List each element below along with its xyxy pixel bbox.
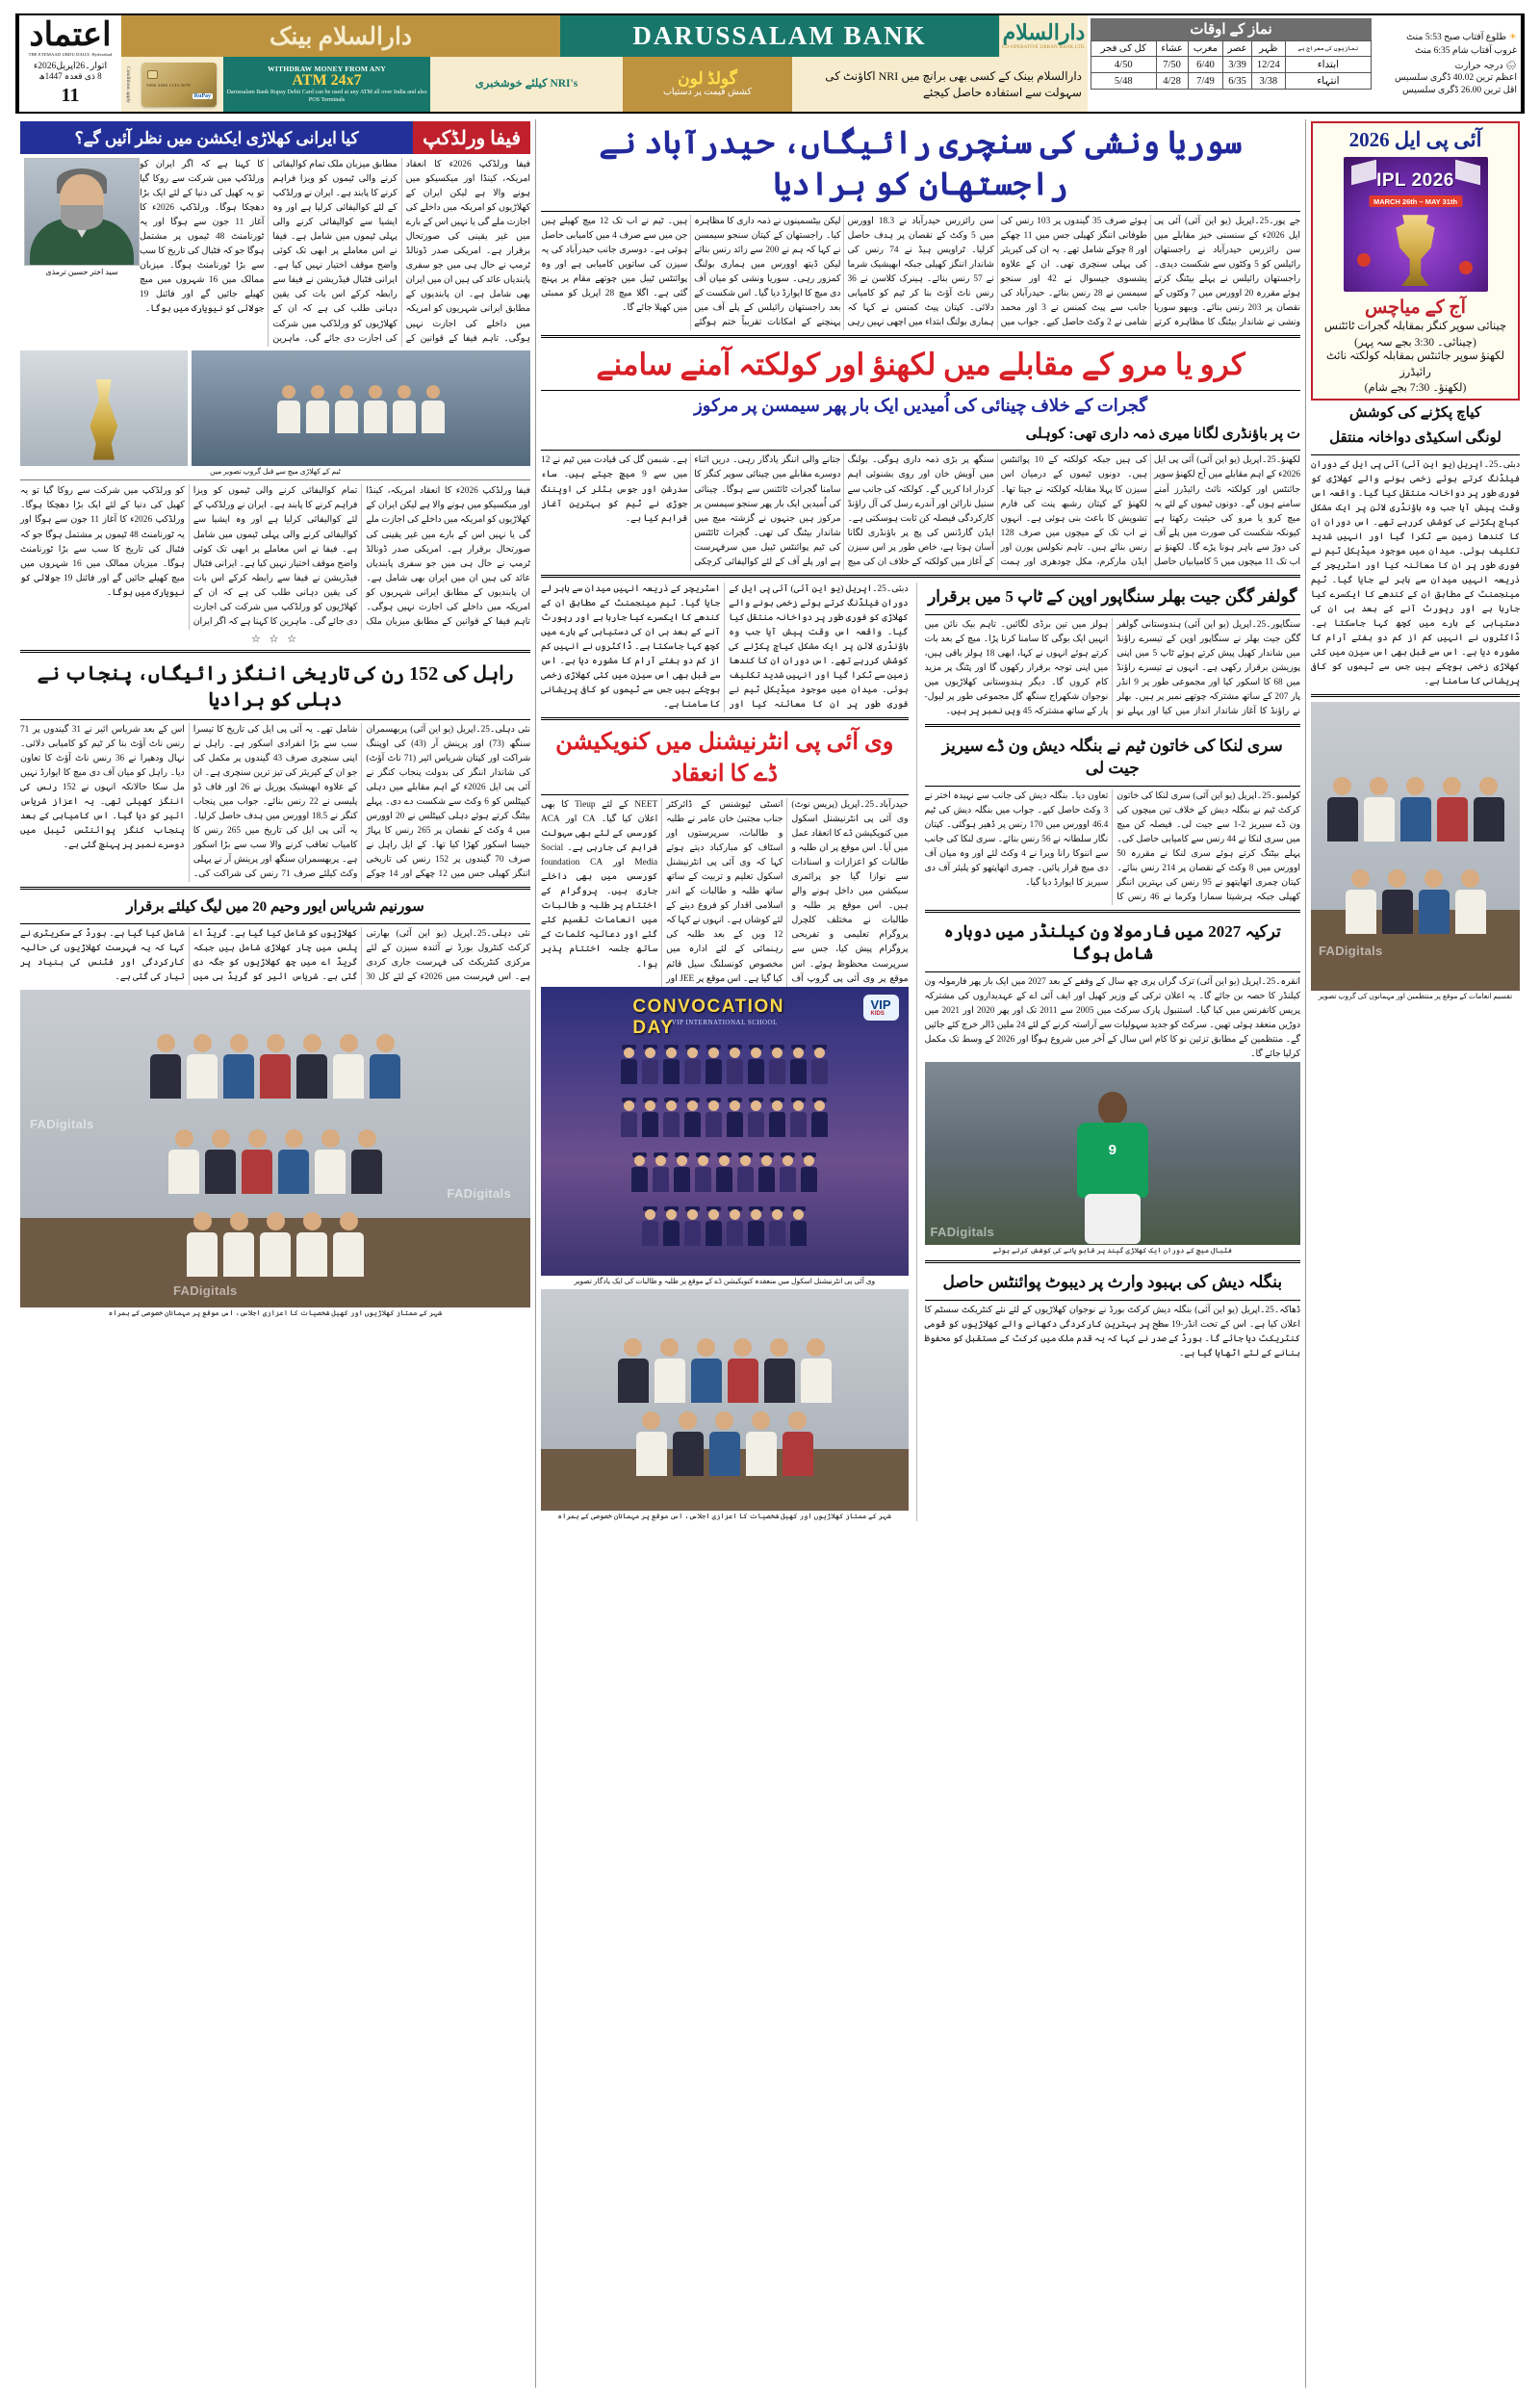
prayer-row-label-start: ابتداء bbox=[1285, 57, 1371, 73]
vip-kids-logo bbox=[863, 995, 899, 1021]
bank-name-urdu: دارالسلام بینک bbox=[121, 15, 560, 57]
bangladesh-story-body: ڈھاکہ۔25۔اپریل (یو این آئی) بنگلہ دیش کرکٹ بورڈ نے نوجوان کھلاڑیوں کے لئے نئے کنٹریکٹ سسٹم کا اعلان کیا ہے۔ اس کے تحت انڈر-19 سطح پر بہترین کارکردگی دکھانے والے کھلاڑیوں کو قومی کنٹریکٹ دیا جائے گا۔ بورڈ کے صدر نے کہا کہ یہ قدم ملک میں کرکٹ کے مستقبل کو محفوظ بنانے کے لئے اٹھایا گیا ہے۔ bbox=[924, 1306, 1301, 1359]
middle-left-stack bbox=[925, 582, 1300, 1521]
sidebar-group-photo bbox=[1311, 702, 1520, 991]
left-photo-caption: شہر کے ممتاز کھلاڑیوں اور کھیل شخصیات کا اعزازی اجلاس، اس موقع پر مہمانان خصوصی کے ہمراہ bbox=[108, 1307, 443, 1317]
ipl-poster-title: IPL 2026 bbox=[1376, 170, 1454, 192]
vip-story-stack bbox=[541, 582, 917, 1521]
prayer-row-label-end: انتہاء bbox=[1285, 73, 1371, 90]
ipl-today-box bbox=[1311, 121, 1520, 401]
card-number: 5086 3400 1234 5678 bbox=[146, 82, 191, 88]
ipl-poster-image bbox=[1344, 157, 1488, 292]
atm-promo-line3: Darussalam Bank Rupay Debit Card can be used at any ATM all over India and also POS Terminals bbox=[226, 89, 427, 104]
sunset-time: غروب آفتاب شام 6:35 منٹ bbox=[1414, 45, 1517, 56]
vip-filler-top: دبئی۔25۔اپریل (یو این آئی) آئی پی ایل کے دوران فیلڈنگ کرتے ہوئے زخمی ہونے والے کھلاڑی کو فوری طور پر دواخانہ منتقل کیا گیا۔ واقعہ اس وقت پیش آیا جب وہ باؤنڈری لائن پر ایک مشکل کیاچ پکڑنے کی کوشش کررہے تھے۔ اس دوران ان کا کندھا زمین سے ٹکرا گیا اور انہیں شدید تکلیف ہوئی۔ میدان میں موجود میڈیکل ٹیم نے فوری طور پر ان کا معائنہ کیا اور اسٹریچر کے ذریعہ انہیں میدان سے باہر لے جایا گیا۔ ٹیم مینجمنٹ کے مطابق ان کے کندھے کا ایکسرے کیا جارہا ہے اور رپورٹ آنے کے بعد ہی ان کی دستیابی کے بارے میں کچھ کہا جاسکتا ہے۔ ڈاکٹروں نے انہیں کم از کم دو ہفتے آرام کا مشورہ دیا ہے۔ اس سے قبل بھی اس سیزن میں کئی کھلاڑی زخمی ہوچکے ہیں جس سے ٹیموں کو کافی پریشانی کا سامنا ہے۔ bbox=[541, 583, 909, 711]
gold-loan-promo bbox=[623, 57, 792, 112]
bangladesh-story-headline: بنگلہ دیش کی بہبود وارث پر دیبوٹ پوائنٹس حاصل bbox=[942, 1273, 1283, 1292]
trophy-icon bbox=[1393, 215, 1439, 286]
debit-card-image bbox=[135, 57, 223, 112]
prayer-col-header-note: نمازیوں کی معراج ہے bbox=[1285, 41, 1371, 57]
bcci-story-body: نئی دہلی۔25۔اپریل (یو این آئی) بھارتی کرکٹ کنٹرول بورڈ نے آئندہ سیزن کے لئے مرکزی کنٹریکٹ کی فہرست جاری کردی ہے۔ اس فہرست میں 2026ء کے لئے کل 30 کھلاڑیوں کو شامل کیا گیا ہے۔ گریڈ اے پلس میں چار کھلاڑی شامل ہیں جبکہ گریڈ اے میں چھ کھلاڑیوں کو جگہ دی گئی ہے۔ شریاس ائیر کو گریڈ بی میں شامل کیا گیا ہے۔ بورڈ کے سکریٹری نے کہا کہ یہ فہرست کھلاڑیوں کی حالیہ کارکردگی اور فٹنس کی بنیاد پر تیار کی گئی ہے۔ bbox=[20, 928, 530, 982]
lead-story-body: جے پور۔25۔اپریل (یو این آئی) آئی پی ایل 2026ء کے سنسنی خیز مقابلے میں سن رائزرس حیدرآباد نے راجستھان رائیلس کو 5 وکٹوں سے شکست دیدی۔ راجستھان رائیلس نے پہلے بیٹنگ کرتے ہوئے مقررہ 20 اوورس میں 7 وکٹوں کے نقصان پر 203 رنس بنائے۔ ویبھو سوریا ونشی نے شاندار بیٹنگ کا مظاہرہ کرتے ہوئے صرف 35 گیندوں پر 103 رنس کی طوفانی اننگز کھیلی جس میں 11 چھکے اور 8 چوکے شامل تھے۔ یہ ان کی کیریئر کی پہلی سنچری تھی۔ ان کے علاوہ یشسوی جیسوال نے 42 اور سنجو سیمسن نے 28 رنس بنائے۔ حیدرآباد کی جانب سے پیٹ کمنس نے 3 اور محمد شامی نے 2 وکٹ حاصل کیے۔ جواب میں سن رائزرس حیدرآباد نے 18.3 اوورس میں 5 وکٹ کے نقصان پر ہدف حاصل کرلیا۔ ٹراویس ہیڈ نے 74 رنس کی شاندار اننگز کھیلی جبکہ ابھیشیک شرما نے 57 رنس بنائے۔ ہینرک کلاسن نے 36 رنس ناٹ آؤٹ بنا کر ٹیم کو کامیابی دلائی۔ کپتان پیٹ کمنس نے کہا کہ ہماری بولنگ ابتداء میں اچھی نہیں رہی لیکن بیٹسمینوں نے ذمہ داری کا مظاہرہ کیا۔ راجستھان کے کپتان سنجو سیمسن نے کہا کہ ہم نے 200 سے زائد رنس بنائے لیکن ڈیتھ اوورس میں ہماری بولنگ کمزور رہی۔ سوریا ونشی کو میان آف دی میچ کا ایوارڈ دیا گیا۔ اس شکست کے بعد راجستھان رائیلس کے پلے آف میں پہنچنے کے امکانات تقریباً ختم ہوگئے ہیں۔ ٹیم نے اب تک 12 میچ کھیلے ہیں جن میں سے صرف 4 میں کامیابی حاصل ہوئی ہے۔ دوسری جانب حیدرآباد کی یہ سیزن کی ساتویں کامیابی ہے اور وہ پوائنٹس ٹیبل میں چوتھے مقام پر پہنچ گئی ہے۔ اگلا میچ 28 اپریل کو ممبئی میں کھیلا جائے گا۔ bbox=[541, 216, 1300, 328]
masthead-logo-block bbox=[17, 15, 121, 112]
prayer-col-isha: عشاء bbox=[1156, 41, 1188, 57]
weather-block bbox=[1374, 15, 1521, 112]
page-content bbox=[15, 119, 1525, 2388]
temperature-min: اقل ترین 26.00 ڈگری سلسیس bbox=[1401, 86, 1517, 96]
temperature-max: اعظم ترین 40.02 ڈگری سلسیس bbox=[1394, 73, 1517, 83]
fifa-story-continued: فیفا ورلڈکپ 2026ء کا انعقاد امریکہ، کینڈا اور میکسیکو میں ہونے والا ہے لیکن ایران کے کھلاڑیوں کو امریکہ میں داخلے کی اجازت ملے گی یا نہیں اس کے بارے میں غیر یقینی کی صورتحال برقرار ہے۔ امریکی صدر ڈونالڈ ٹرمپ نے حال ہی میں جو سفری پابندیاں عائد کی ہیں ان میں ایران بھی شامل ہے۔ ان پابندیوں کے مطابق ایرانی شہریوں کو امریکہ میں داخلے کی اجازت نہیں ہوگی۔ تاہم فیفا کے قوانین کے مطابق میزبان ملک تمام کوالیفائی کرنے والی ٹیموں کو ویزا فراہم کرنے کا پابند ہے۔ ایران نے ورلڈکپ کے لئے کوالیفائی کرلیا ہے اور وہ ایشیا سے کوالیفائی کرنے والی پہلی ٹیموں میں شامل ہے۔ فیفا نے اس معاملے پر ابھی تک کوئی واضح موقف اختیار نہیں کیا ہے۔ ایرانی فٹبال فیڈریشن نے فیفا سے رابطہ کرکے اس بات کی یقین دہانی طلب کی ہے کہ ان کے کھلاڑیوں کو ورلڈکپ میں شرکت کی اجازت دی جائے گی۔ ماہرین کا کہنا ہے کہ اگر ایران کو ورلڈکپ میں شرکت سے روکا گیا تو یہ کھیل کی دنیا کے لئے ایک بڑا دھچکا ہوگا۔ ورلڈکپ 2026ء کا آغاز 11 جون سے ہوگا اور یہ ٹورنامنٹ 48 ٹیموں پر مشتمل ہوگا جو کہ فٹبال کی تاریخ کا سب سے بڑا ٹورنامنٹ ہوگا۔ میزبان ممالک میں 16 شہروں میں میچ کھیلے جائیں گے اور فائنل 19 جولائی کو نیویارک میں ہوگا۔ bbox=[20, 486, 530, 627]
golf-story-body: سنگاپور۔25۔اپریل (یو این آئی) ہندوستانی گولفر گگن جیت بھلر نے سنگاپور اوپن کے تیسرے راؤنڈ میں شاندار کھیل پیش کرتے ہوئے ٹاپ 5 میں اپنی پوزیشن برقرار رکھی ہے۔ انہوں نے تیسرے راؤنڈ میں 68 کا اسکور کیا اور مجموعی طور پر 9 انڈر پار 207 کے ساتھ مشترکہ چوتھے نمبر پر ہیں۔ بھلر نے راؤنڈ کا آغاز شاندار انداز میں کیا اور پہلے نو ہولز میں تین برڈی لگائیں۔ تاہم بیک نائن میں انہیں ایک بوگی کا سامنا کرنا پڑا۔ میچ کے بعد بات کرتے ہوئے انہوں نے کہا، ابھی 18 ہولز باقی ہیں، میں اپنی توجہ برقرار رکھوں گا اور پٹنگ پر مزید کام کروں گا۔ دیگر ہندوستانی کھلاڑیوں میں نوجوان شکھراج سنگھ گل مجموعی طور پر لیول-پار کے ساتھ مشترکہ 45 ویں نمبر پر ہیں۔ bbox=[924, 619, 1301, 717]
gold-loan-title: گولڈ لون bbox=[678, 68, 737, 88]
fifa-story-body: فیفا ورلڈکپ 2026ء کا انعقاد امریکہ، کینڈا اور میکسیکو میں ہونے والا ہے لیکن ایران کے کھلاڑیوں کو امریکہ میں داخلے کی اجازت ملے گی یا نہیں اس کے بارے میں غیر یقینی کی صورتحال برقرار ہے۔ امریکی صدر ڈونالڈ ٹرمپ نے حال ہی میں جو سفری پابندیاں عائد کی ہیں ان میں ایران بھی شامل ہے۔ ان پابندیوں کے مطابق ایرانی شہریوں کو امریکہ میں داخلے کی اجازت نہیں ہوگی۔ تاہم فیفا کے قوانین کے مطابق میزبان ملک تمام کوالیفائی کرنے والی ٹیموں کو ویزا فراہم کرنے کا پابند ہے۔ ایران نے ورلڈکپ کے لئے کوالیفائی کرلیا ہے اور وہ ایشیا سے کوالیفائی کرنے والی پہلی ٹیموں میں شامل ہے۔ فیفا نے اس معاملے پر ابھی تک کوئی واضح موقف اختیار نہیں کیا ہے۔ ایرانی فٹبال فیڈریشن نے فیفا سے رابطہ کرکے اس بات کی یقین دہانی طلب کی ہے کہ ان کے کھلاڑیوں کو ورلڈکپ میں شرکت کی اجازت دی جائے گی۔ ماہرین کا کہنا ہے کہ اگر ایران کو ورلڈکپ میں شرکت سے روکا گیا تو یہ کھیل کی دنیا کے لئے ایک بڑا دھچکا ہوگا۔ ورلڈکپ 2026ء کا آغاز 11 جون سے ہوگا اور یہ ٹورنامنٹ 48 ٹیموں پر مشتمل ہوگا جو کہ فٹبال کی تاریخ کا سب سے بڑا ٹورنامنٹ ہوگا۔ میزبان ممالک میں 16 شہروں میں میچ کھیلے جائیں گے اور فائنل 19 جولائی کو نیویارک میں ہوگا۔ bbox=[140, 160, 530, 344]
match-2-time: (لکھنؤ۔ 7:30 بجے شام) bbox=[1364, 382, 1467, 395]
f1-story-body: انقرہ۔25۔اپریل (یو این آئی) ترک گراں پری چھ سال کے وقفے کے بعد 2027 میں ایک بار پھر فارمولہ ون کیلنڈر کا حصہ بن جائے گا۔ یہ اعلان ترکی کے وزیر کھیل اور ایف آئی اے کے عہدیداروں کی مشترکہ پریس کانفرنس میں کیا گیا۔ استنبول پارک سرکٹ میں 2005 سے 2011 تک اور پھر 2020 اور 2021 میں دوڑیں منعقد ہوئی تھیں۔ سرکٹ کو جدید سہولیات سے آراستہ کرنے کے لئے 24 ملین ڈالر خرچ کئے جائیں گے۔ منتظمین کے مطابق تزئین نو کا کام اس سال کے آخر میں شروع ہوگا اور 2026 کے وسط تک مکمل کرلیا جائے گا۔ bbox=[924, 977, 1301, 1060]
watermark-football: FADigitals bbox=[930, 1225, 995, 1240]
golf-story-headline: گولفر گگن جیت بھلر سنگاپور اوپن کے ٹاپ 5 میں برقرار bbox=[928, 586, 1297, 606]
rain-icon: 🌧 bbox=[1504, 62, 1517, 71]
prayer-row-end bbox=[1091, 73, 1372, 90]
team-lineup-photo bbox=[192, 350, 530, 466]
fifa-banner bbox=[20, 121, 530, 154]
sidebar-photo-caption: تقسیم انعامات کے موقع پر منتظمین اور مہمانوں کی گروپ تصویر bbox=[1318, 992, 1513, 1001]
paper-logo-english: THE ETEMAAD URDU DAILY, Hyderabad bbox=[28, 52, 113, 58]
temperature-label bbox=[1378, 61, 1517, 71]
nri-promo-text: NRI's کیلئے خوشخبری bbox=[475, 78, 578, 91]
sun-icon: ☀ bbox=[1508, 33, 1517, 43]
bank-logo bbox=[999, 15, 1088, 57]
convocation-photo bbox=[541, 987, 909, 1276]
watermark-left-1: FADigitals bbox=[30, 1116, 94, 1131]
rahul-story-headline: راہل کی 152 رن کی تاریخی اننگز رائیگاں، پنجاب نے دہلی کو ہرادیا bbox=[37, 662, 514, 711]
vip-story-headline: وی آئی پی انٹرنیشنل میں کنویکیشن ڈے کا انعقاد bbox=[555, 730, 894, 787]
section-divider-stars: ☆ ☆ ☆ bbox=[250, 633, 300, 645]
ipl-box-title: آئی پی ایل 2026 bbox=[1348, 128, 1482, 151]
prayer-end-isha: 4/28 bbox=[1156, 73, 1188, 90]
football-photo-caption: فٹبال میچ کے دوران ایک کھلاڑی گیند پر قابو پانے کی کوشش کرتے ہوئے bbox=[992, 1246, 1232, 1255]
prayer-times-title: نماز کے اوقات bbox=[1091, 18, 1372, 40]
prayer-end-maghrib: 7/49 bbox=[1188, 73, 1223, 90]
watermark-left-3: FADigitals bbox=[173, 1282, 238, 1298]
prayer-weather-block bbox=[1088, 15, 1523, 112]
prayer-start-maghrib: 6/40 bbox=[1188, 57, 1223, 73]
atm-promo-line2: ATM 24x7 bbox=[292, 72, 362, 90]
conditions-apply-text: Conditions apply bbox=[121, 57, 135, 112]
football-photo: 9 FADigitals bbox=[925, 1062, 1300, 1245]
prayer-start-isha: 7/50 bbox=[1156, 57, 1188, 73]
paper-logo-urdu: اعتماد bbox=[29, 16, 112, 53]
lead-story-headline: سوریا ونشی کی سنچری رائیگاں، حیدرآباد نے راجستھان کو ہرادیا bbox=[599, 126, 1243, 202]
ipl-poster-dates: MARCH 26th – MAY 31th bbox=[1369, 195, 1462, 207]
second-story-subheadline: گجرات کے خلاف چینائی کی اُمیدیں ایک بار پھر سیمسن پر مرکوز bbox=[694, 396, 1147, 415]
watermark-left-2: FADigitals bbox=[447, 1186, 511, 1202]
second-story-headline: کرو یا مرو کے مقابلے میں لکھنؤ اور کولکتہ آمنے سامنے bbox=[596, 348, 1245, 382]
card-chip-icon bbox=[147, 70, 158, 79]
cricket-ball-icon-2 bbox=[1459, 261, 1473, 274]
catch-story-headline-1: کیاچ پکڑنے کی کوشش bbox=[1348, 405, 1482, 422]
bcci-story-headline: سورنیم شریاس ایور وحیم 20 میں لیگ کیلئے برقرار bbox=[126, 899, 424, 916]
kohli-quote-headline: ت پر باؤنڈری لگانا میری ذمہ داری تھی: کوہلی bbox=[1025, 427, 1300, 443]
srilanka-story-headline: سری لنکا کی خاتون ٹیم نے بنگلہ دیش ون ڈے سیریز جیت لی bbox=[941, 737, 1283, 778]
prayer-end-asr: 6/35 bbox=[1223, 73, 1252, 90]
atm-promo-line1: WITHDRAW MONEY FROM ANY bbox=[268, 65, 386, 74]
f1-story-headline: ترکیہ 2027 میں فارمولا ون کیلنڈر میں دوبارہ شامل ہوگا bbox=[943, 922, 1281, 964]
convocation-banner-title: CONVOCATION DAY bbox=[632, 996, 784, 1038]
columnist-name: سید اختر حسین ترمذی bbox=[45, 268, 118, 276]
vip-story-body: حیدرآباد۔25۔اپریل (پریس نوٹ) وی آئی پی انٹرنیشنل اسکول میں کنویکیشن ڈے کا انعقاد عمل میں آیا۔ اس موقع پر ان طلبہ و طالبات کو اعزازات و اسنادات سے نوازا گیا جو پرائمری سیکشن میں داخل ہونے والے ہیں۔ اس موقع پر طلبہ و طالبات نے مختلف کلچرل پروگرام تعلیمی و تفریحی پروگرام پیش کیا، جس سے سرپرست محظوظ ہوئے۔ اس موقع پر وی آئی پی گروپ آف انسٹی ٹیوشنس کے ڈائرکٹر جناب مجتبیٰ خان عامر نے طلبہ و طالبات، سرپرستوں اور اسٹاف کو مبارکباد دیتے ہوئے کہا کہ وی آئی پی انٹرنیشنل اسکول تعلیم و تربیت کے ساتھ ساتھ طلبہ و طالبات کے اندر اسلامی اقدار کو فروغ دینے کے لئے کوشاں ہے۔ انہوں نے کہا کہ 12 ویں کے بعد طلبہ کی رہنمائی کے لئے ادارہ میں مخصوص کونسلنگ سیل قائم کیا گیا ہے۔ اس موقع پر JEE اور NEET کے لئے Tieup کا بھی اعلان کیا گیا۔ CA اور ACA کورسس کے لئے بھی سہولت فراہم کی جارہی ہے۔ Social Media اور foundation CA کورسس میں بھی داخلے جاری ہیں۔ پروگرام کے اختتام پر طلبہ و طالبات میں انعامات تقسیم کئے گئے اور دعائیہ کلمات کے ساتھ جلسہ اختتام پذیر ہوا۔ bbox=[541, 800, 909, 984]
convocation-banner-sub: VIP INTERNATIONAL SCHOOL bbox=[671, 1018, 778, 1026]
columnist-portrait bbox=[24, 158, 140, 266]
srilanka-story-body: کولمبو۔25۔اپریل (یو این آئی) سری لنکا کی خاتون کرکٹ ٹیم نے بنگلہ دیش کے خلاف تین میچوں کی ون ڈے سیریز 2-1 سے جیت لی۔ فیصلہ کن میچ میں سری لنکا نے 44 رنس سے کامیابی حاصل کی۔ پہلے بیٹنگ کرتے ہوئے سری لنکا نے مقررہ 50 اوورس میں 8 وکٹ کے نقصان پر 214 رنس بنائے۔ کپتان چمری اتھاپتھو نے 95 رنس کی بہترین اننگز کھیلی جبکہ ہرشیتا سمارا وکرما نے 46 رنس کا تعاون دیا۔ بنگلہ دیش کی جانب سے نہیدہ اختر نے 3 وکٹ حاصل کیے۔ جواب میں بنگلہ دیش کی ٹیم 46.4 اوورس میں 170 رنس پر ڈھیر ہوگئی۔ کپتان نگار سلطانہ نے 56 رنس بنائے۔ سری لنکا کی جانب سے اننوکا رانا ویرا نے 4 وکٹ لئے اور وہ میان آف دی میچ قرار پائیں۔ چمری اتھاپتھو کو پلیئر آف دی سیریز کا ایوارڈ دیا گیا۔ bbox=[924, 790, 1301, 903]
rahul-story-body: نئی دہلی۔25۔اپریل (یو این آئی) پربھسمران سنگھ (73) اور پرینش آر (43) کی اوپننگ شراکت اور کپتان شریاس ائیر (71 ناٹ آؤٹ) کی شاندار اننگز کی بدولت پنجاب کنگز نے آئی پی ایل 2026ء کے اہم مقابلے میں دہلی کیپٹلس کو 6 وکٹ سے شکست دے دی۔ پہلے بیٹنگ کرتے ہوئے دہلی کیپٹلس نے 20 اوورس میں 4 وکٹ کے نقصان پر 265 رنس کا پہاڑ جیسا اسکور کھڑا کیا تھا۔ کے ایل راہل نے صرف 70 گیندوں پر 152 رنس کی تاریخی اننگز کھیلی جس میں 12 چھکے اور 14 چوکے شامل تھے۔ یہ آئی پی ایل کی تاریخ کا تیسرا سب سے بڑا انفرادی اسکور ہے۔ راہل نے اپنی سنچری صرف 43 گیندوں پر مکمل کی جو ان کے کیریئر کی تیز ترین سنچری ہے۔ ان کے علاوہ ابھیشیک پوریل نے 26 اور فاف ڈو پلیسی نے 22 رنس بنائے۔ جواب میں پنجاب کنگز نے 18.5 اوورس میں ہدف حاصل کرلیا۔ یہ آئی پی ایل کی تاریخ میں 265 رنس کا کامیاب تعاقب کرنے والا سب سے بڑا اسکور ہے۔ پربھسمران سنگھ اور پرینش آر نے پہلی وکٹ کیلئے صرف 71 رنس کی شراکت کی۔ اس کے بعد شریاس ائیر نے 31 گیندوں پر 71 رنس ناٹ آؤٹ بنا کر ٹیم کو کامیابی دلائی۔ نہال ودھیرا نے 36 رنس ناٹ آؤٹ کا تعاون دیا۔ راہل کو میان آف دی میچ کا ایوارڈ نہیں مل سکا حالانکہ انہوں نے 152 رنس کی اننگز کھیلی تھی۔ یہ اعزاز شریاس ائیر کو دیا گیا۔ اس کامیابی کے بعد پنجاب کنگز پوائنٹس ٹیبل میں دوسرے نمبر پر پہنچ گئی ہے۔ bbox=[20, 724, 531, 880]
bank-logo-urdu: دارالسلام bbox=[1002, 20, 1086, 45]
sunrise-row bbox=[1378, 32, 1517, 43]
issue-date-gregorian: اتوار۔26اپریل2026ء bbox=[33, 62, 108, 72]
prayer-end-fajr-next: 5/48 bbox=[1091, 73, 1157, 90]
prayer-col-fajr-next: کل کی فجر bbox=[1091, 41, 1157, 57]
fifa-tag-label: فیفا ورلڈکپ bbox=[413, 121, 530, 154]
gold-loan-sub: کشش قیمت پر دستیاب bbox=[662, 88, 753, 98]
issue-date-hijri: 8 ذی قعدہ 1447ھ bbox=[38, 71, 102, 82]
vip-logo-text: VIP bbox=[870, 996, 891, 1012]
worldcup-photo-caption: ٹیم کے کھلاڑی میچ سے قبل گروپ تصویر میں bbox=[210, 466, 341, 476]
vip-group-photo bbox=[541, 1289, 909, 1511]
fifa-question-label: کیا ایرانی کھلاڑی ایکشن میں نظر آئیں گے؟ bbox=[20, 121, 413, 154]
prayer-start-asr: 3/39 bbox=[1223, 57, 1252, 73]
match-1-teams: چینائی سوپر کنگز بمقابلہ گجرات ٹائٹنس bbox=[1323, 321, 1507, 333]
bank-advertisement[interactable] bbox=[121, 15, 1088, 112]
atm-promo-block bbox=[223, 57, 430, 112]
todays-matches-label: آج کے میاچس bbox=[1365, 298, 1466, 319]
columnist-portrait-block bbox=[24, 158, 140, 276]
bank-urdu-strip: دارالسلام بینک کے کسی بھی برانچ میں NRI اکاؤنٹ کی سہولت سے استفادہ حاصل کیجئے bbox=[825, 69, 1082, 99]
sidebar-column bbox=[1305, 119, 1525, 2388]
prayer-start-fajr-next: 4/50 bbox=[1091, 57, 1157, 73]
prayer-col-zuhr: ظہر bbox=[1251, 41, 1285, 57]
vip-group-photo-caption: شہر کے ممتاز کھلاڑیوں اور کھیل شخصیات کا اعزازی اجلاس، اس موقع پر مہمانان خصوصی کے ہمراہ bbox=[557, 1512, 891, 1521]
match-2-teams: لکھنؤ سوپر جائنٹس بمقابلہ کولکتہ نائٹ رائیڈرز bbox=[1325, 349, 1505, 378]
prayer-col-asr: عصر bbox=[1223, 41, 1252, 57]
bank-name-english: DARUSSALAM BANK bbox=[560, 15, 999, 57]
vip-logo-sub: KIDS bbox=[870, 1010, 885, 1017]
prayer-col-maghrib: مغرب bbox=[1188, 41, 1223, 57]
left-column bbox=[15, 119, 535, 2388]
match-1-time: (چینائی۔ 3:30 بجے سہ پہر) bbox=[1354, 336, 1476, 349]
temperature-label-text: درجہ حرارت bbox=[1454, 62, 1503, 71]
prayer-start-zuhr: 12/24 bbox=[1251, 57, 1285, 73]
bank-logo-sub: CO-OPERATIVE URBAN BANK LTD. bbox=[1001, 45, 1087, 51]
main-column bbox=[535, 119, 1305, 2388]
convocation-photo-caption: وی آئی پی انٹرنیشنل اسکول میں منعقدہ کنویکیشن ڈے کے موقع پر طلبہ و طالبات کی ایک یادگار تصویر bbox=[574, 1276, 876, 1285]
sunrise-time: طلوع آفتاب صبح 5:53 منٹ bbox=[1406, 33, 1507, 43]
prayer-end-zuhr: 3/38 bbox=[1251, 73, 1285, 90]
page-number: 11 bbox=[61, 85, 80, 107]
prayer-times-table bbox=[1088, 15, 1374, 112]
cricket-ball-icon bbox=[1357, 253, 1371, 267]
worldcup-trophy-photo bbox=[20, 350, 188, 466]
prayer-row-start bbox=[1091, 57, 1372, 73]
catch-story-headline-2: لونگی اسکیڈی دواخانہ منتقل bbox=[1329, 430, 1502, 447]
rupay-logo: RuPay bbox=[193, 92, 211, 99]
masthead bbox=[15, 13, 1525, 114]
catch-story-body: دبئی۔25۔اپریل (یو این آئی) آئی پی ایل کے دوران فیلڈنگ کرتے ہوئے زخمی ہونے والے کھلاڑی کو فوری طور پر دواخانہ منتقل کیا گیا۔ واقعہ اس وقت پیش آیا جب وہ باؤنڈری لائن پر ایک مشکل کیاچ پکڑنے کی کوشش کررہے تھے۔ اس دوران ان کا کندھا زمین سے ٹکرا گیا اور انہیں شدید تکلیف ہوئی۔ میدان میں موجود میڈیکل ٹیم نے فوری طور پر ان کا معائنہ کیا اور اسٹریچر کے ذریعہ انہیں میدان سے باہر لے جایا گیا۔ ٹیم مینجمنٹ کے مطابق ان کے کندھے کا ایکسرے کیا جارہا ہے اور رپورٹ آنے کے بعد ہی ان کی دستیابی کے بارے میں کچھ کہا جاسکتا ہے۔ ڈاکٹروں نے انہیں کم از کم دو ہفتے آرام کا مشورہ دیا ہے۔ اس سے قبل بھی اس سیزن میں کئی کھلاڑی زخمی ہوچکے ہیں جس سے ٹیموں کو کافی پریشانی کا سامنا ہے۔ bbox=[1311, 459, 1520, 687]
watermark: FADigitals bbox=[1319, 944, 1383, 959]
left-group-photo bbox=[20, 990, 530, 1307]
second-story-body: لکھنؤ۔25۔اپریل (یو این آئی) آئی پی ایل 2026ء کے اہم مقابلے میں آج لکھنؤ سوپر جائنٹس اور کولکتہ نائٹ رائیڈرز آمنے سامنے ہوں گے۔ دونوں ٹیموں کے لئے یہ میچ کرو یا مرو کی حیثیت رکھتا ہے کیونکہ شکست کی صورت میں پلے آف کی دوڑ سے باہر ہونا پڑے گا۔ لکھنؤ نے اب تک 11 میچوں میں 5 کامیابیاں حاصل کی ہیں جبکہ کولکتہ کے 10 پوائنٹس ہیں۔ دونوں ٹیموں کے درمیان اس سیزن کا پہلا مقابلہ کولکتہ نے جیتا تھا۔ لکھنؤ کے کپتان رشبھ پنت کی فارم تشویش کا باعث بنی ہوئی ہے۔ انہوں نے اب تک کے میچوں میں صرف 128 رنس بنائے ہیں۔ تاہم نکولس پورن اور ایڈن مارکرم، مکل چودھری اور ہمت سنگھ پر بڑی ذمہ داری ہوگی۔ بولنگ میں آویش خان اور روی بشنوئی اہم کردار ادا کریں گے۔ کولکتہ کی جانب سے سنیل نارائن اور آندرے رسل کی آل راؤنڈ کارکردگی فیصلہ کن ثابت ہوسکتی ہے۔ ایڈن گارڈنس کی پچ پر باؤنڈری لگانا آسان ہوتا ہے، خاص طور پر اس سیزن کے آغاز میں کولکتہ کے خلاف ان کی میچ جتانے والی اننگز یادگار رہی۔ دریں اثناء دوسرے مقابلے میں چینائی سوپر کنگز کا سامنا گجرات ٹائٹنس سے ہوگا۔ چینائی کی اُمیدیں ایک بار پھر سنجو سیمسن پر مرکوز ہیں جنہوں نے گزشتہ میچ میں شاندار بیٹنگ کی تھی۔ گجرات ٹائٹنس کی ٹیم پوائنٹس ٹیبل میں سرفہرست ہے اور پلے آف کے لئے کوالیفائی کرچکی ہے۔ شبمن گل کی قیادت میں ٹیم نے 12 میں سے 9 میچ جیتے ہیں۔ ساء سدرشن اور جوس بٹلر کی اوپننگ جوڑی نے ٹیم کو بہترین آغاز فراہم کیا ہے۔ bbox=[541, 455, 1300, 567]
